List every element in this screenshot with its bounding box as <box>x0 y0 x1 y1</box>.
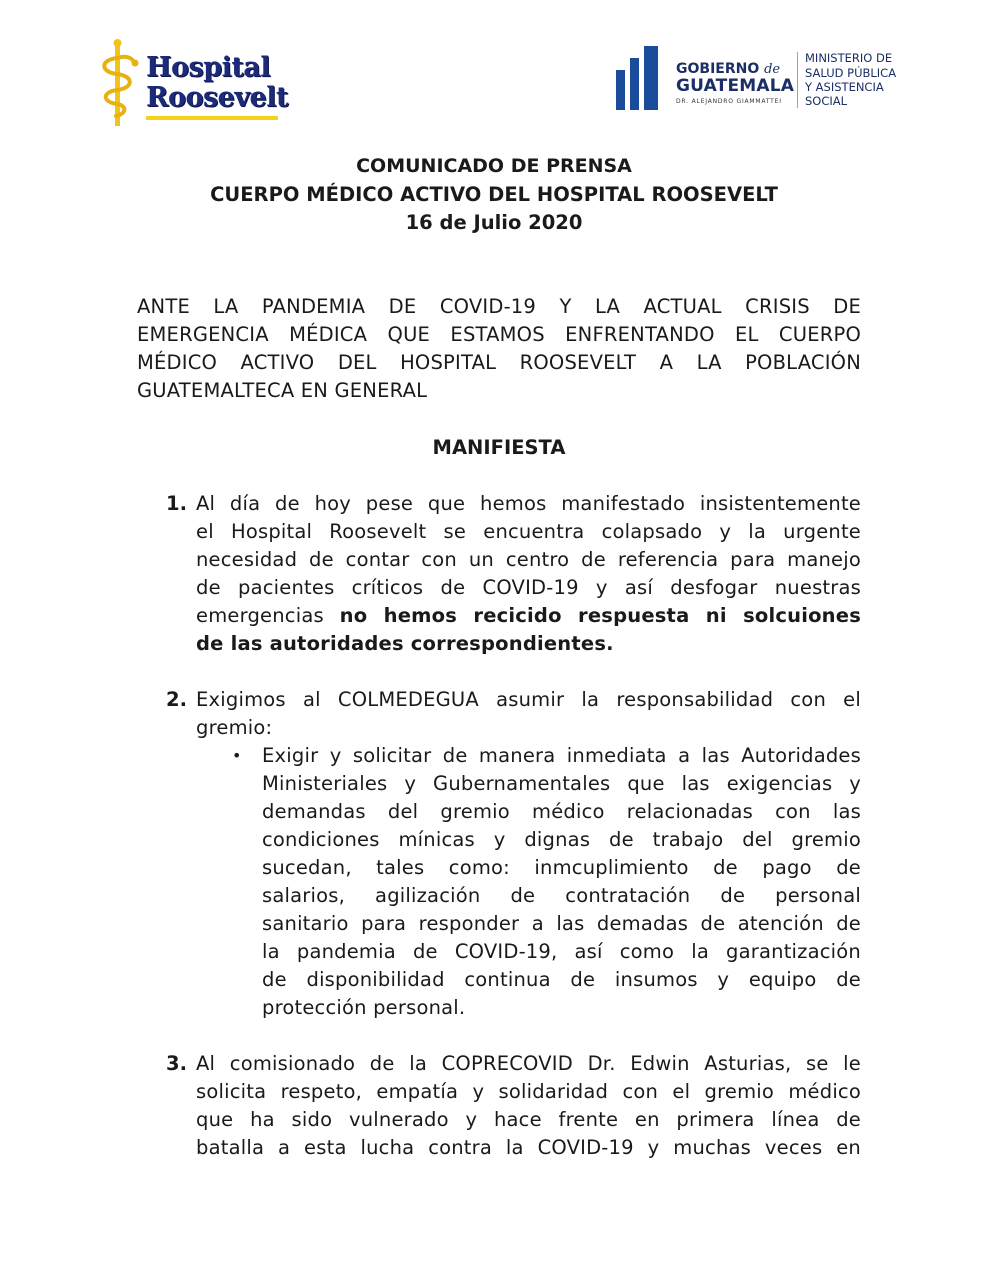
point-line-bold: de las autoridades correspondientes. <box>196 632 614 655</box>
point-line: que ha sido vulnerado y hace frente en primera línea de <box>196 1108 861 1131</box>
intro-line: ANTE LA PANDEMIA DE COVID-19 Y LA ACTUAL CRISIS DE <box>137 295 861 318</box>
point-line <box>196 602 861 630</box>
hospital-roosevelt-logo <box>96 38 286 130</box>
point-line: Exigimos al COLMEDEGUA asumir la responsabilidad con el <box>196 688 861 711</box>
bullet-line: de disponibilidad continua de insumos y equipo de <box>262 968 861 991</box>
date-title: 16 de Julio 2020 <box>405 211 583 234</box>
bullet-marker: • <box>232 746 242 765</box>
point-line: Al día de hoy pese que hemos manifestado insistentemente <box>196 492 861 515</box>
gobierno-guatemala-logo <box>612 44 912 114</box>
hospital-logo-line1: Hospital <box>146 52 271 83</box>
bullet-line: sanitario para responder a las demadas de atención de <box>262 912 861 935</box>
bullet-line: sucedan, tales como: inmcuplimiento de pago de <box>262 856 861 879</box>
gov-logo-bar <box>644 46 658 110</box>
point-line: de pacientes críticos de COVID-19 y así desfogar nuestras <box>196 576 861 599</box>
bullet-line: condiciones mínicas y dignas de trabajo del gremio <box>262 828 861 851</box>
gov-de-word: de <box>764 62 781 77</box>
point-line: solicita respeto, empatía y solidaridad con el gremio médico <box>196 1080 861 1103</box>
gov-logo-gobierno <box>676 62 780 76</box>
point-number: 2. <box>166 688 187 711</box>
hospital-logo-underline <box>146 116 278 120</box>
intro-line: GUATEMALTECA EN GENERAL <box>137 379 428 402</box>
intro-line: MÉDICO ACTIVO DEL HOSPITAL ROOSEVELT A LA POBLACIÓN <box>137 351 861 374</box>
ministry-line: SALUD PÚBLICA <box>805 66 897 80</box>
point-line: gremio: <box>196 716 273 739</box>
caduceus-icon <box>96 38 152 130</box>
gov-gobierno-word: GOBIERNO <box>676 61 760 77</box>
bullet-line: salarios, agilización de contratación de personal <box>262 884 861 907</box>
bullet-line: Ministeriales y Gubernamentales que las exigencias y <box>262 772 861 795</box>
gov-logo-bar <box>616 70 625 110</box>
point-line-normal: emergencias <box>196 604 340 627</box>
gov-logo-president: DR. ALEJANDRO GIAMMATTEI <box>676 98 782 105</box>
point-line: batalla a esta lucha contra la COVID-19 y muchas veces en <box>196 1136 861 1159</box>
press-release-title: COMUNICADO DE PRENSA <box>356 155 632 177</box>
section-heading: MANIFIESTA <box>432 436 566 459</box>
ministry-line: Y ASISTENCIA <box>805 80 884 94</box>
intro-line: EMERGENCIA MÉDICA QUE ESTAMOS ENFRENTANDO EL CUERPO <box>137 323 861 346</box>
point-line: Al comisionado de la COPRECOVID Dr. Edwin Asturias, se le <box>196 1052 861 1075</box>
gov-logo-divider <box>797 52 798 108</box>
point-line-bold: no hemos recicido respuesta ni solcuiones <box>339 604 861 627</box>
gov-logo-guatemala: GUATEMALA <box>676 76 795 96</box>
ministry-line: SOCIAL <box>805 94 848 108</box>
issuer-title: CUERPO MÉDICO ACTIVO DEL HOSPITAL ROOSEVELT <box>210 183 778 206</box>
point-number: 3. <box>166 1052 187 1075</box>
point-line: el Hospital Roosevelt se encuentra colapsado y la urgente <box>196 520 861 543</box>
bullet-line: Exigir y solicitar de manera inmediata a las Autoridades <box>262 744 861 767</box>
point-line: necesidad de contar con un centro de referencia para manejo <box>196 548 861 571</box>
gov-logo-bar <box>630 58 639 110</box>
bullet-line: la pandemia de COVID-19, así como la garantización <box>262 940 861 963</box>
hospital-logo-line2: Roosevelt <box>146 82 288 113</box>
point-number: 1. <box>166 492 187 515</box>
ministry-line: MINISTERIO DE <box>805 51 893 65</box>
bullet-line: protección personal. <box>262 996 466 1019</box>
bullet-line: demandas del gremio médico relacionadas con las <box>262 800 861 823</box>
